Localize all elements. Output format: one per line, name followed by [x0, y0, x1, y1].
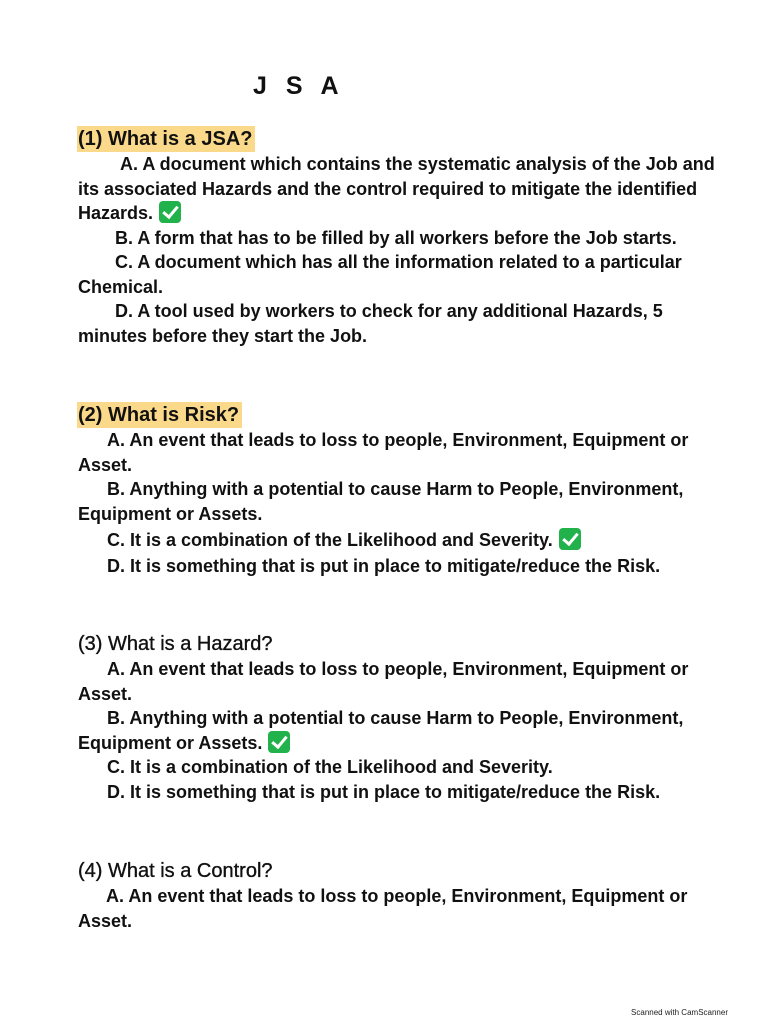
scanner-watermark: Scanned with CamScanner: [631, 1008, 728, 1017]
question-4: [78, 858, 718, 933]
option-text: B. Anything with a potential to cause Harm to People, Environment, Equipment or Assets.: [78, 708, 684, 753]
page-title: J S A: [253, 72, 345, 100]
option-c: C. It is a combination of the Likelihood and Severity.: [107, 757, 553, 777]
option-a: A. An event that leads to loss to people, Environment, Equipment or Asset.: [78, 430, 689, 475]
option-d: D. It is something that is put in place to mitigate/reduce the Risk.: [107, 556, 661, 576]
question-3: [78, 631, 718, 804]
checkmark-icon: [159, 201, 181, 223]
question-2: [78, 402, 718, 579]
checkmark-icon: [268, 731, 290, 753]
option-text: C. It is a combination of the Likelihood and Severity.: [107, 530, 553, 550]
option-b: B. A form that has to be filled by all workers before the Job starts.: [115, 227, 677, 248]
option-b: [78, 706, 718, 755]
option-a: A. An event that leads to loss to people, Environment, Equipment or Asset.: [78, 886, 688, 931]
option-c: C. A document which has all the information related to a particular Chemical.: [78, 252, 682, 297]
option-a: [78, 152, 718, 226]
option-text: A. A document which contains the systematic analysis of the Job and its associated Hazards and the control required to mitigate the identified Hazards.: [78, 154, 715, 223]
option-d: D. A tool used by workers to check for any additional Hazards, 5 minutes before they start the Job.: [78, 301, 663, 346]
option-c: [78, 526, 718, 554]
question-heading: (4) What is a Control?: [78, 860, 273, 882]
question-heading: (1) What is a JSA?: [77, 126, 255, 152]
question-heading: (3) What is a Hazard?: [78, 633, 273, 655]
option-d: D. It is something that is put in place to mitigate/reduce the Risk.: [107, 781, 661, 802]
checkmark-icon: [559, 528, 581, 550]
option-a: A. An event that leads to loss to people, Environment, Equipment or Asset.: [78, 659, 689, 704]
question-1: [78, 126, 718, 348]
question-heading: (2) What is Risk?: [77, 402, 242, 428]
option-b: B. Anything with a potential to cause Harm to People, Environment, Equipment or Assets.: [78, 479, 684, 524]
